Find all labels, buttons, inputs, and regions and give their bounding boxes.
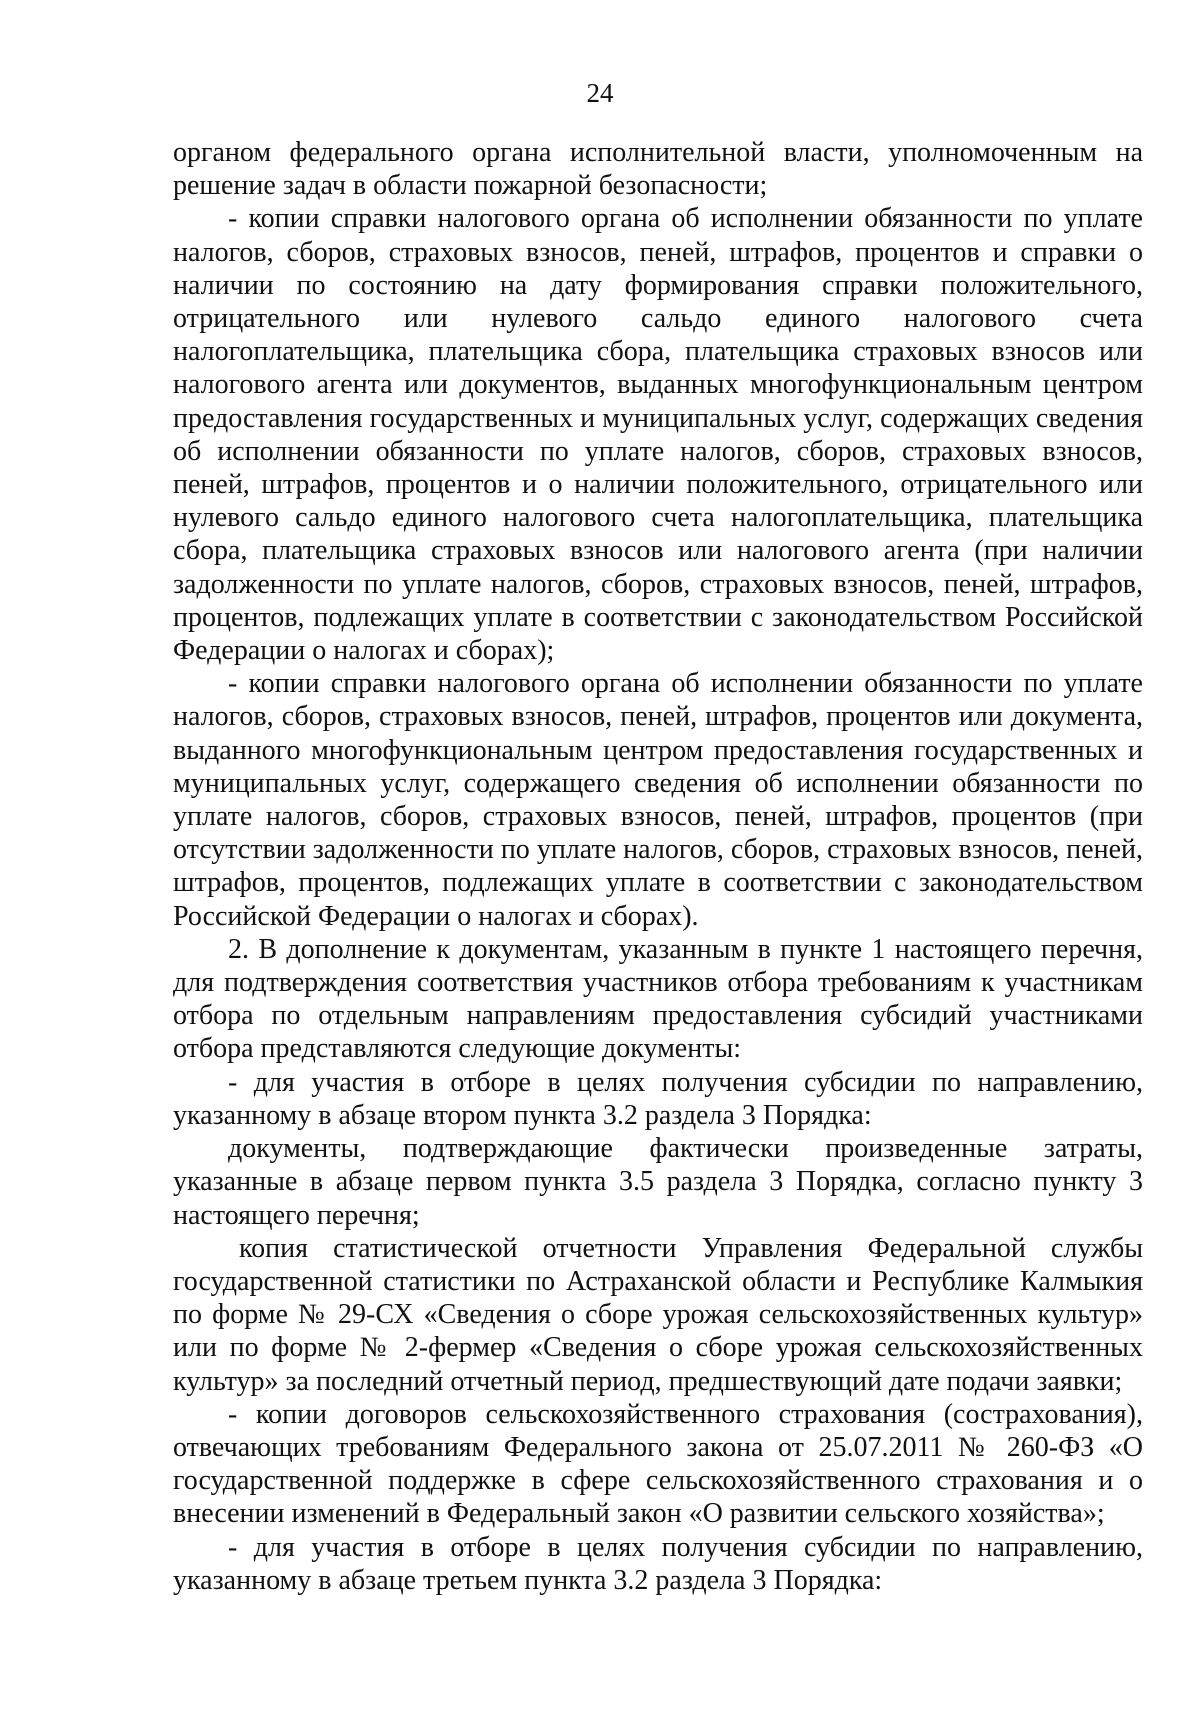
paragraph-insurance-contracts: - копии договоров сельскохозяйственного страхования (сострахования), отвечающих требованиям Федерального закона от 25.07.2011 № 260-ФЗ «О государственной поддержке в сфере сельскохозяйственного страхования и о внесении изменений в Федеральный закон «О развитии сельского хозяйства»; <box>173 1398 1143 1530</box>
paragraph-tax-certificate-no-debt: - копии справки налогового органа об исполнении обязанности по уплате налогов, сборов, страховых взносов, пеней, штрафов, процентов или документа, выданного многофункциональным центром предоставления государственных и муниципальных услуг, содержащего сведения об исполнении обязанности по уплате налогов, сборов, страховых взносов, пеней, штрафов, процентов (при отсутствии задолженности по уплате налогов, сборов, страховых взносов, пеней, штрафов, процентов, подлежащих уплате в соответствии с законодательством Российской Федерации о налогах и сборах). <box>173 668 1143 932</box>
page-number: 24 <box>586 78 614 108</box>
paragraph-direction-second-abzac: - для участия в отборе в целях получения субсидии по направлению, указанному в абзаце втором пункта 3.2 раздела 3 Порядка: <box>173 1066 1143 1131</box>
paragraph-tax-certificate-with-debt: - копии справки налогового органа об исполнении обязанности по уплате налогов, сборов, страховых взносов, пеней, штрафов, процентов и справки о наличии по состоянию на дату формирования справки положительного, отрицательного или нулевого сальдо единого налогового счета налогоплательщика, плательщика сбора, плательщика страховых взносов или налогового агента или документов, выданных многофункциональным центром предоставления государственных и муниципальных услуг, содержащих сведения об исполнении обязанности по уплате налогов, сборов, страховых взносов, пеней, штрафов, процентов и о наличии положительного, отрицательного или нулевого сальдо единого налогового счета налогоплательщика, плательщика сбора, плательщика страховых взносов или налогового агента (при наличии задолженности по уплате налогов, сборов, страховых взносов, пеней, штрафов, процентов, подлежащих уплате в соответствии с законодательством Российской Федерации о налогах и сборах); <box>173 203 1143 667</box>
paragraph-fire-safety-continuation: органом федерального органа исполнительной власти, уполномоченным на решение задач в области пожарной безопасности; <box>173 137 1143 202</box>
document-body <box>173 136 1143 1597</box>
paragraph-statistical-reporting-copy: копия статистической отчетности Управления Федеральной службы государственной статистики по Астраханской области и Республике Калмыкия по форме № 29-СХ «Сведения о сборе урожая сельскохозяйственных культур» или по форме № 2-фермер «Сведения о сборе урожая сельскохозяйственных культур» за последний отчетный период, предшествующий дате подачи заявки; <box>173 1232 1143 1397</box>
paragraph-item-2-additional-documents: 2. В дополнение к документам, указанным в пункте 1 настоящего перечня, для подтверждения соответствия участников отбора требованиям к участникам отбора по отдельным направлениям предоставления субсидий участниками отбора представляются следующие документы: <box>173 933 1143 1065</box>
paragraph-actual-costs-documents: документы, подтверждающие фактически произведенные затраты, указанные в абзаце первом пункта 3.5 раздела 3 Порядка, согласно пункту 3 настоящего перечня; <box>173 1133 1143 1231</box>
paragraph-direction-third-abzac: - для участия в отборе в целях получения субсидии по направлению, указанному в абзаце третьем пункта 3.2 раздела 3 Порядка: <box>173 1531 1143 1596</box>
